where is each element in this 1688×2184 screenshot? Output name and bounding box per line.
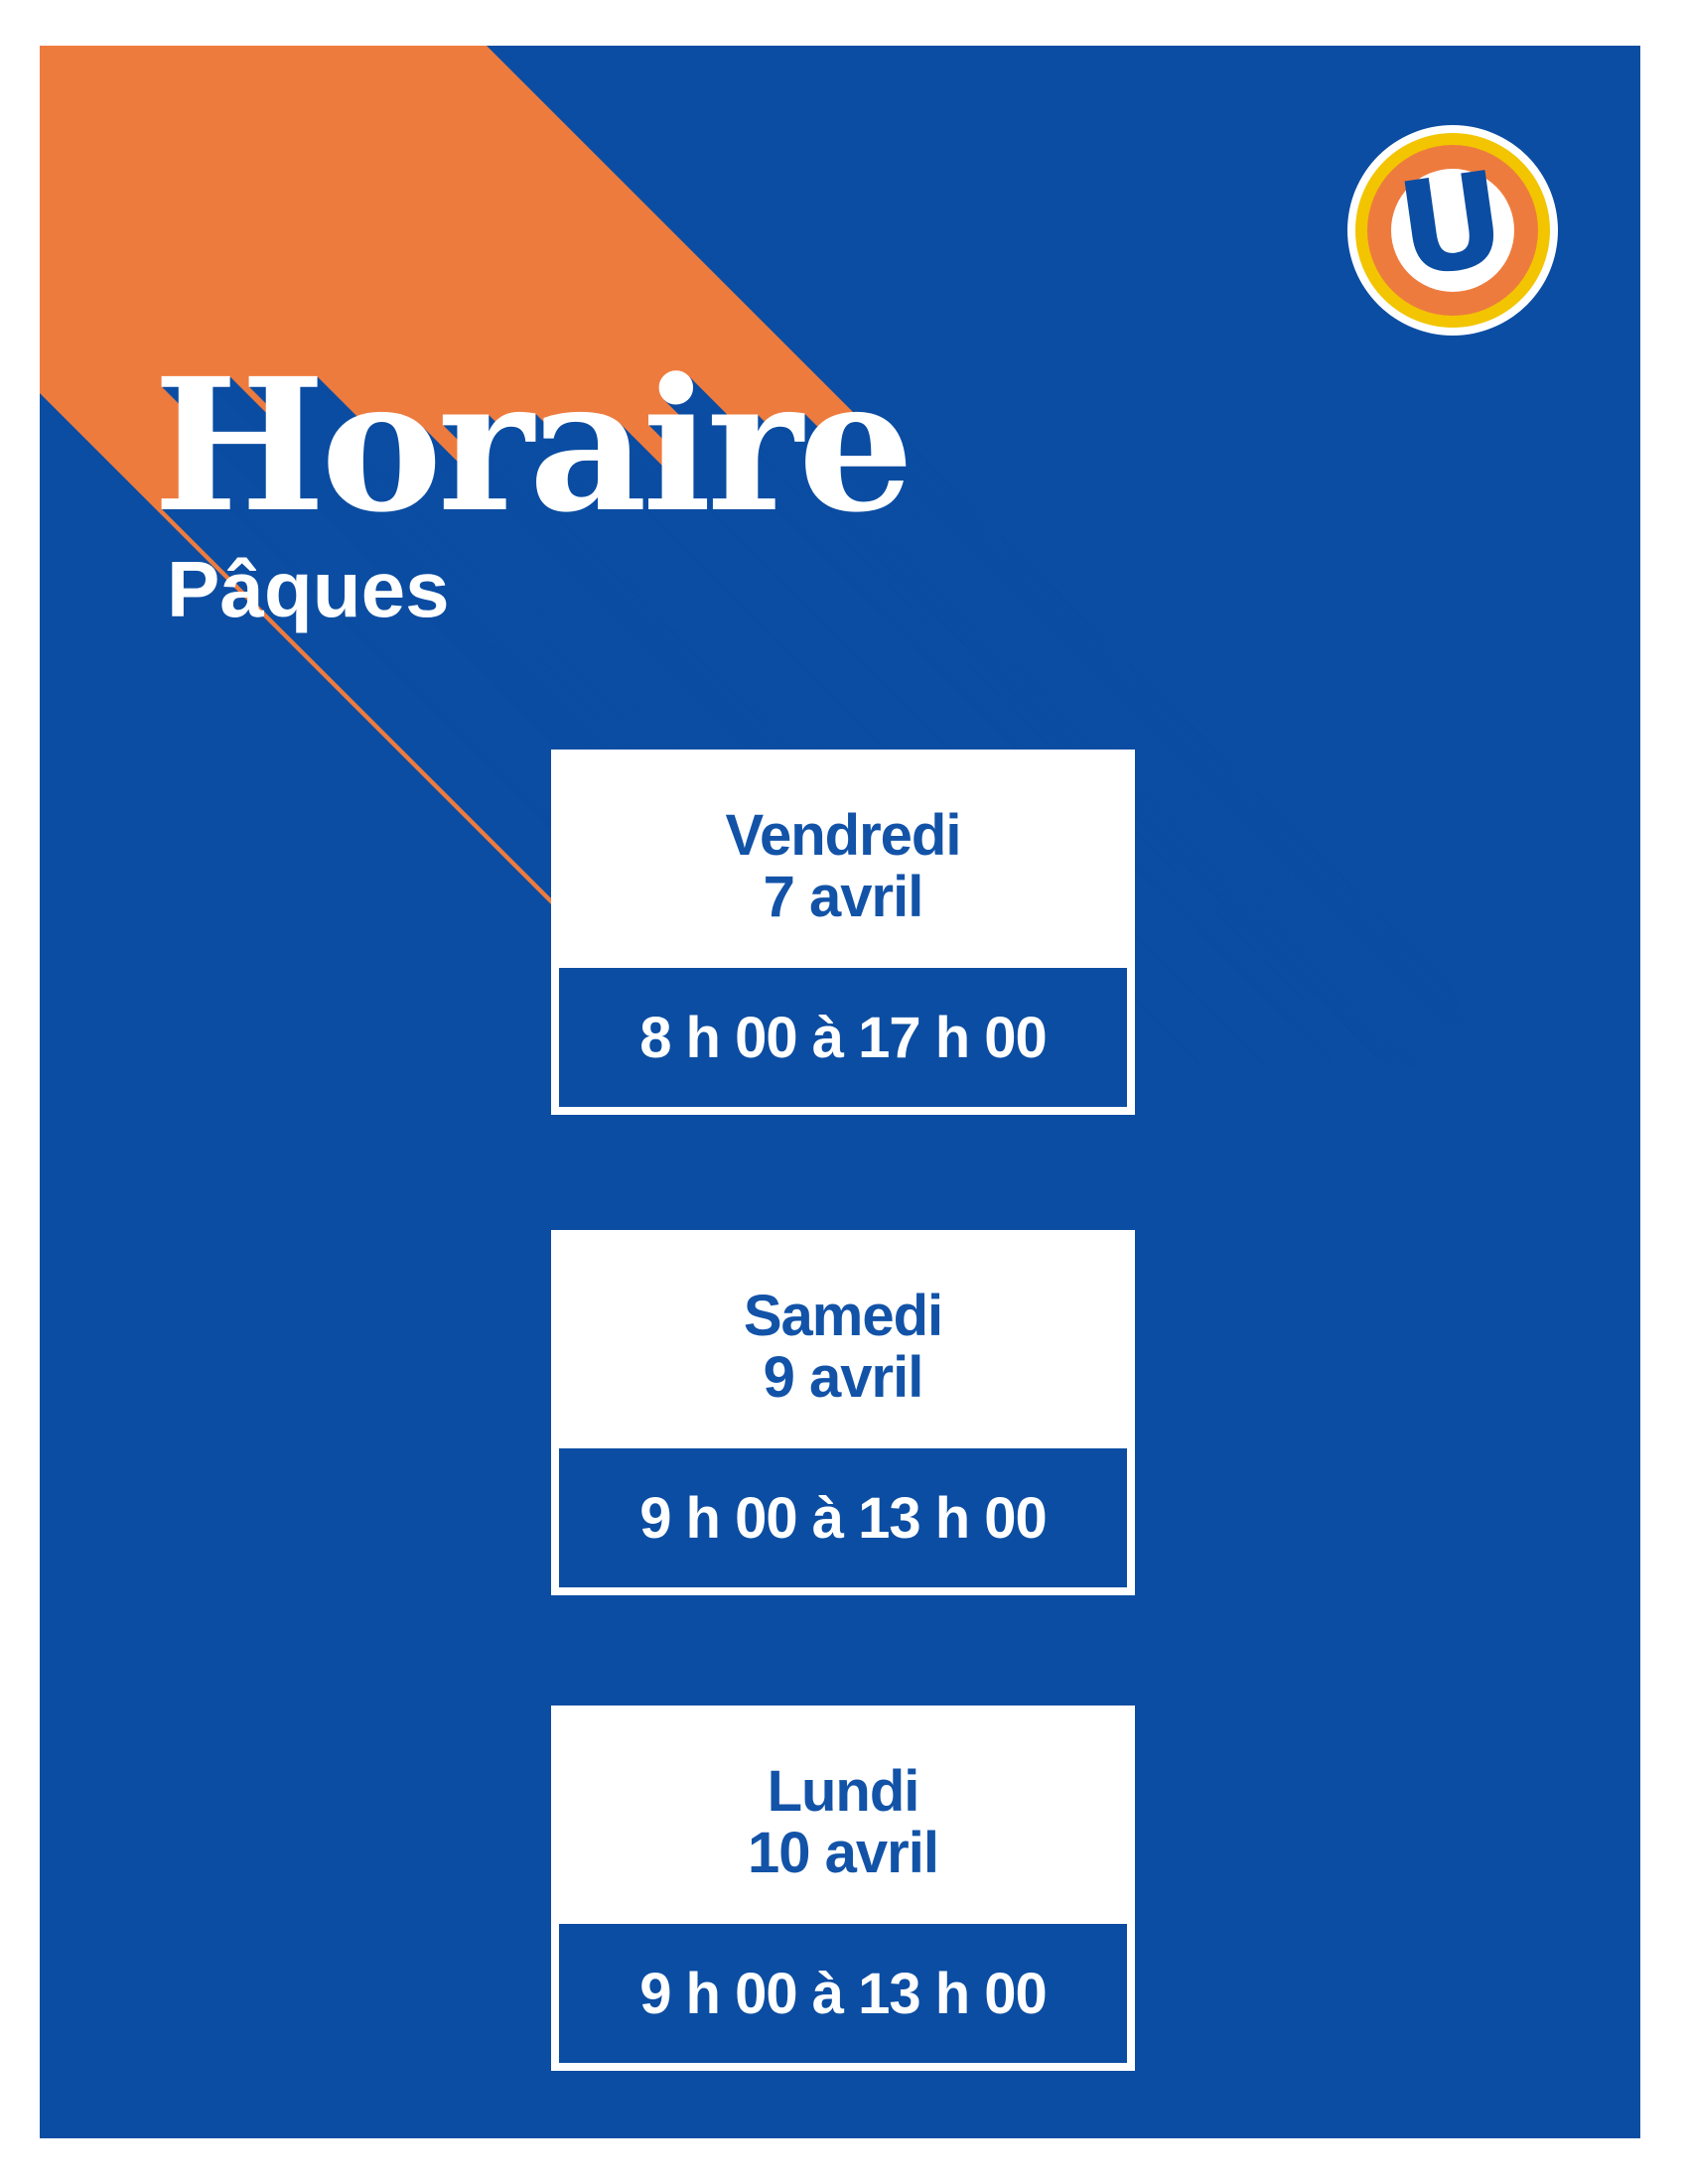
card-hours-box [559,1448,1127,1587]
card-date-label: 10 avril [748,1821,938,1885]
card-hours-label: 8 h 00 à 17 h 00 [639,1005,1047,1070]
schedule-card-lundi [551,1706,1135,2071]
schedule-card-samedi [551,1230,1135,1595]
schedule-card-vendredi [551,750,1135,1115]
card-hours-label: 9 h 00 à 13 h 00 [639,1961,1047,2026]
card-day-label: Vendredi [725,803,961,868]
logo-orange-ring [1367,142,1538,316]
card-date-label: 9 avril [763,1345,923,1410]
card-hours-label: 9 h 00 à 13 h 00 [639,1485,1047,1551]
card-day-label: Samedi [743,1284,943,1348]
page-title: Horaire [153,339,910,553]
card-date-label: 7 avril [763,865,923,929]
card-day-label: Lundi [767,1759,919,1824]
card-day-date [551,1706,1135,1924]
card-hours-box [559,1924,1127,2063]
poster-page [40,46,1640,2138]
card-day-date [551,1230,1135,1448]
logo-letter: U [1389,142,1515,307]
card-day-date [551,750,1135,968]
logo-inner-disc [1389,142,1515,307]
card-hours-box [559,968,1127,1107]
logo-yellow-ring [1355,133,1550,328]
brand-logo-u-icon [1347,125,1558,336]
page-subtitle: Pâques [167,545,450,633]
